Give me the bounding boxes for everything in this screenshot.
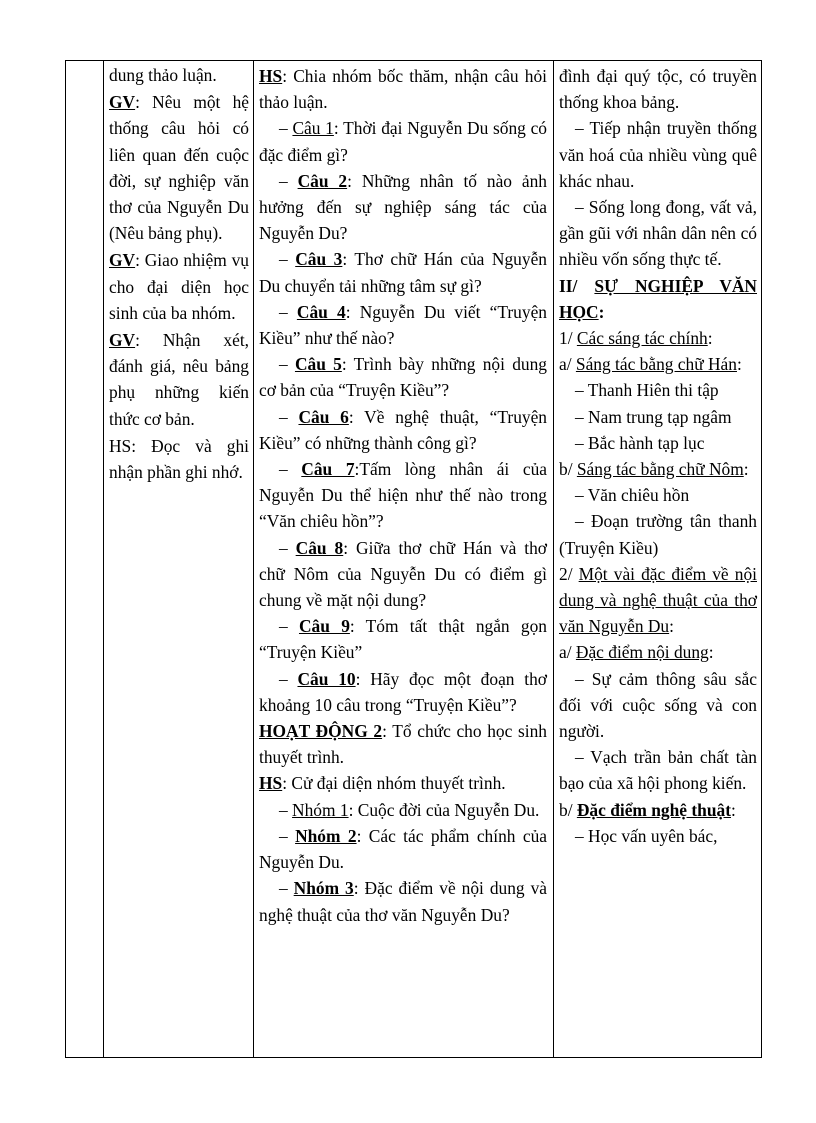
student-activity-column: [254, 61, 554, 1057]
col1-gv-1: GV: Nêu một hệ thống câu hỏi có liên quan đến cuộc đời, sự nghiệp văn thơ của Nguyễn Du (Nêu bảng phụ).: [109, 92, 249, 244]
work-item: – Thanh Hiên thi tập: [575, 380, 719, 401]
content-features-heading: a/ Đặc điểm nội dung:: [559, 642, 714, 663]
question-4: – Câu 4: Nguyễn Du viết “Truyện Kiều” như thế nào?: [259, 301, 547, 349]
stt-column: [66, 61, 104, 1057]
group-3: – Nhóm 3: Đặc điểm về nội dung và nghệ thuật của thơ văn Nguyễn Du?: [259, 878, 547, 925]
col1-hs: HS: Đọc và ghi nhận phần ghi nhớ.: [109, 435, 249, 483]
col1-text: dung thảo luận.: [109, 65, 217, 85]
work-item: – Nam trung tạp ngâm: [575, 406, 732, 427]
subsection-b-heading: b/ Sáng tác bằng chữ Nôm:: [559, 459, 749, 480]
work-item: – Đoạn trường tân thanh (Truyện Kiều): [559, 511, 757, 558]
hs-presentation: HS: Cử đại diện nhóm thuyết trình.: [259, 773, 506, 794]
question-5: – Câu 5: Trình bày những nội dung cơ bản của “Truyện Kiều”?: [259, 354, 547, 401]
art-features-heading: b/ Đặc điểm nghệ thuật:: [559, 799, 736, 820]
question-6: – Câu 6: Về nghệ thuật, “Truyện Kiều” có những thành công gì?: [259, 406, 547, 453]
col1-gv-2: GV: Giao nhiệm vụ cho đại diện học sinh của ba nhóm.: [109, 250, 249, 323]
subsection-a-heading: a/ Sáng tác bằng chữ Hán:: [559, 354, 742, 375]
lesson-table: [65, 60, 762, 1058]
section-2-heading: II/ SỰ NGHIỆP VĂN HỌC:: [559, 275, 757, 322]
question-7: – Câu 7:Tấm lòng nhân ái của Nguyễn Du thể hiện như thế nào trong “Văn chiêu hồn”?: [259, 459, 547, 532]
subsection-1-heading: 1/ Các sáng tác chính:: [559, 328, 713, 349]
teacher-activity-column: [104, 61, 254, 1057]
question-8: – Câu 8: Giữa thơ chữ Hán và thơ chữ Nôm của Nguyễn Du có điểm gì chung về mặt nội dung?: [259, 537, 547, 611]
question-1: – Câu 1: Thời đại Nguyễn Du sống có đặc điểm gì?: [259, 118, 547, 165]
col1-gv-3: GV: Nhận xét, đánh giá, nêu bảng phụ những kiến thức cơ bản.: [109, 330, 249, 429]
question-2: – Câu 2: Những nhân tố nào ảnh hưởng đến sự nghiệp sáng tác của Nguyễn Du?: [259, 170, 547, 244]
work-item: – Văn chiêu hồn: [575, 485, 690, 506]
hs-intro: HS: Chia nhóm bốc thăm, nhận câu hỏi thảo luận.: [259, 66, 547, 113]
subsection-2-heading: 2/ Một vài đặc điểm về nội dung và nghệ thuật của thơ văn Nguyễn Du:: [559, 563, 757, 637]
content-column: [554, 61, 761, 1057]
feature-item: – Vạch trần bản chất tàn bạo của xã hội phong kiến.: [559, 747, 757, 794]
group-2: – Nhóm 2: Các tác phẩm chính của Nguyễn Du.: [259, 825, 547, 873]
feature-item: – Học vấn uyên bác,: [575, 825, 718, 846]
content-p1: đình đại quý tộc, có truyền thống khoa bảng.: [559, 66, 757, 113]
activity-2: HOẠT ĐỘNG 2: Tổ chức cho học sinh thuyết trình.: [259, 721, 547, 768]
content-p3: – Sống long đong, vất vả, gần gũi với nhân dân nên có nhiều vốn sống thực tế.: [559, 197, 757, 270]
content-p2: – Tiếp nhận truyền thống văn hoá của nhiều vùng quê khác nhau.: [559, 118, 757, 191]
group-1: – Nhóm 1: Cuộc đời của Nguyễn Du.: [279, 799, 540, 820]
question-3: – Câu 3: Thơ chữ Hán của Nguyễn Du chuyển tải những tâm sự gì?: [259, 249, 547, 296]
work-item: – Bắc hành tạp lục: [575, 432, 705, 453]
feature-item: – Sự cảm thông sâu sắc đối với cuộc sống và con người.: [559, 668, 757, 742]
question-9: – Câu 9: Tóm tất thật ngắn gọn “Truyện Kiều”: [259, 616, 547, 663]
question-10: – Câu 10: Hãy đọc một đoạn thơ khoảng 10 câu trong “Truyện Kiều”?: [259, 668, 547, 715]
